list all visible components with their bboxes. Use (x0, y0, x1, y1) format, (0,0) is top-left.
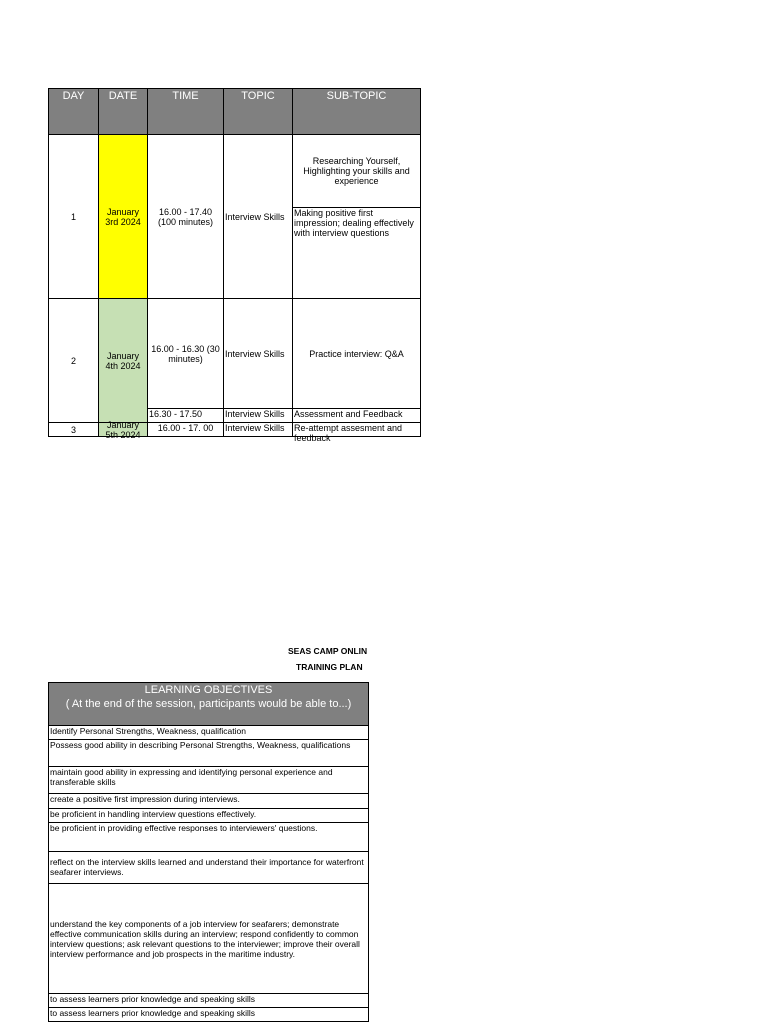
plan-title-line2: TRAINING PLAN (296, 662, 363, 672)
table-row (49, 823, 369, 852)
topic-cell: Interview Skills (224, 409, 293, 423)
objectives-header (49, 683, 369, 726)
objective-item: Identify Personal Strengths, Weakness, qualification (49, 726, 369, 740)
subtopic-cell: Assessment and Feedback (293, 409, 421, 423)
table-row (49, 794, 369, 809)
objectives-table (48, 682, 369, 1022)
header-day: DAY (49, 89, 99, 135)
table-row (49, 852, 369, 884)
objective-item: be proficient in handling interview questions effectively. (49, 809, 369, 823)
objective-item: create a positive first impression during interviews. (49, 794, 369, 809)
table-row (49, 299, 421, 409)
subtopic-cell: Researching Yourself, Highlighting your skills and experience (293, 135, 421, 208)
table-row (49, 423, 421, 437)
schedule-table (48, 88, 421, 443)
day-cell: 2 (49, 299, 99, 423)
day-cell: 3 (49, 423, 99, 437)
time-cell: 16.00 - 17. 00 (148, 423, 224, 437)
subtopic-text: Re-attempt assesment and feedback (294, 423, 403, 443)
date-cell (99, 299, 148, 423)
table-row (49, 726, 369, 740)
schedule-header-row (49, 89, 421, 135)
header-topic: TOPIC (224, 89, 293, 135)
objective-item: to assess learners prior knowledge and speaking skills (49, 994, 369, 1008)
header-subtopic: SUB-TOPIC (293, 89, 421, 135)
date-cell (99, 420, 148, 440)
day-cell: 1 (49, 135, 99, 299)
time-cell (148, 409, 224, 423)
date-text: January 5th 2024 (105, 420, 141, 440)
objective-item: be proficient in providing effective responses to interviewers' questions. (49, 823, 369, 852)
table-row (49, 1008, 369, 1022)
objectives-title: LEARNING OBJECTIVES (144, 684, 273, 696)
subtopic-cell (293, 423, 421, 443)
subtopic-cell: Making positive first impression; dealing effectively with interview questions (293, 208, 421, 299)
objective-item: reflect on the interview skills learned and understand their importance for waterfront seafarer interviews. (49, 852, 369, 884)
time-cell: 16.00 - 17.40 (100 minutes) (148, 135, 224, 299)
table-row (49, 135, 421, 208)
topic-cell: Interview Skills (224, 135, 293, 299)
objective-item: to assess learners prior knowledge and speaking skills (49, 1008, 369, 1022)
table-row (49, 740, 369, 767)
objective-item: understand the key components of a job interview for seafarers; demonstrate effective communication skills during an interview; respond confidently to common interview questions; ask relevant questions to the interviewer; improve their overall interview performance and job prospects in the maritime industry. (49, 884, 369, 994)
topic-cell: Interview Skills (224, 299, 293, 409)
objectives-header-row (49, 683, 369, 726)
table-row (49, 809, 369, 823)
table-row (49, 884, 369, 994)
table-row (49, 767, 369, 794)
date-text: January 4th 2024 (105, 350, 141, 371)
time-cell: 16.00 - 16.30 (30 minutes) (148, 299, 224, 409)
objective-item: Possess good ability in describing Personal Strengths, Weakness, qualifications (49, 740, 369, 767)
topic-cell: Interview Skills (224, 423, 293, 437)
objectives-subtitle: ( At the end of the session, participants would be able to...) (65, 698, 352, 710)
table-row (49, 994, 369, 1008)
date-cell: January 3rd 2024 (99, 135, 148, 299)
subtopic-cell: Practice interview: Q&A (293, 299, 421, 409)
objective-item: maintain good ability in expressing and identifying personal experience and transferable skills (49, 767, 369, 794)
header-date: DATE (99, 89, 148, 135)
header-time: TIME (148, 89, 224, 135)
time-text: 16.30 - 17.50 (149, 409, 203, 419)
plan-title-line1: SEAS CAMP ONLIN (288, 646, 368, 656)
